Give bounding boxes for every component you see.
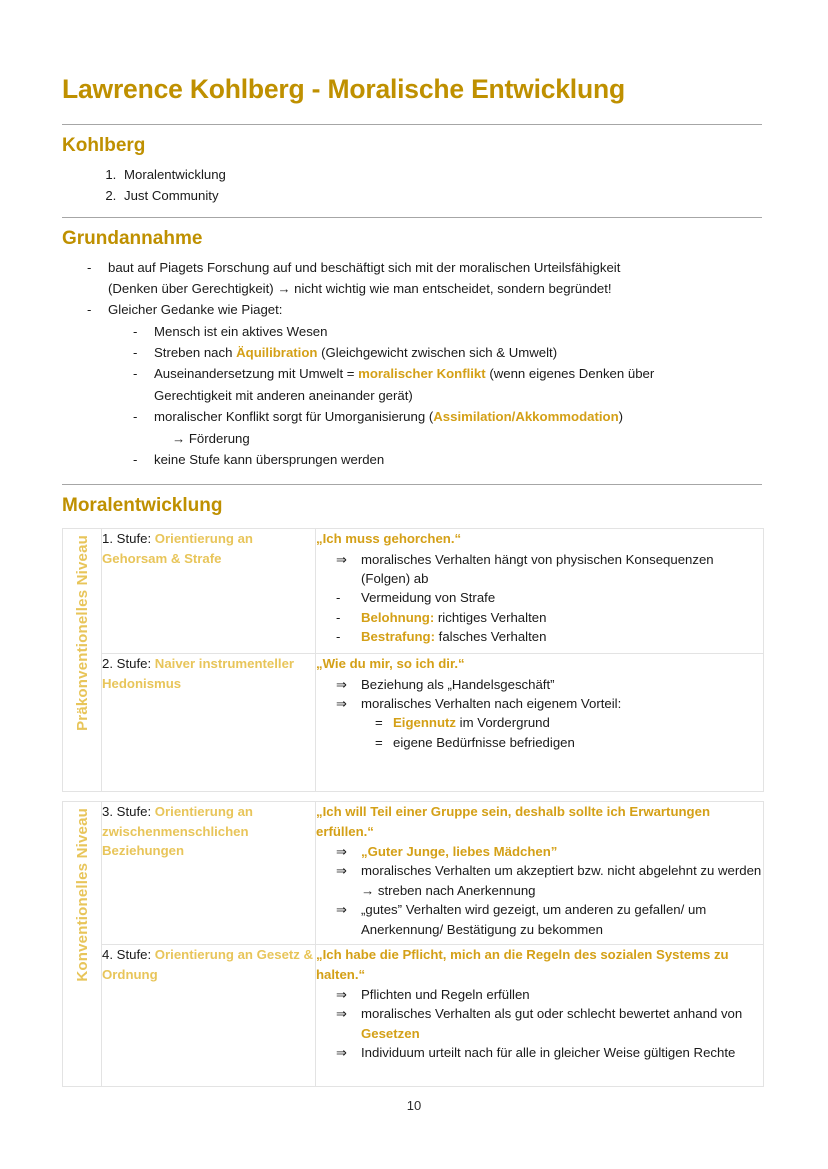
point-marker: ⇒	[336, 863, 348, 879]
niveau-label-cell	[63, 802, 102, 1087]
niveau-label-cell	[63, 529, 102, 792]
point-text: falsches Verhalten	[435, 629, 547, 645]
stage-description-cell	[316, 945, 764, 1087]
stage-name-cell	[102, 654, 316, 792]
list-item	[84, 299, 764, 470]
bullet-text: Gleicher Gedanke wie Piaget:	[108, 302, 283, 318]
stage-description-cell	[316, 654, 764, 792]
list-item	[130, 342, 764, 363]
stage-quote: „Ich habe die Pflicht, mich an die Regeln des sozialen Systems zu halten.“	[316, 947, 729, 982]
divider-grundannahme	[62, 217, 762, 218]
stage-point	[336, 900, 763, 939]
stage-number: 2. Stufe:	[102, 656, 155, 672]
stage-point	[336, 627, 763, 646]
divider-top	[62, 124, 762, 125]
stage-point	[336, 608, 763, 627]
list-item: 1. Moralentwicklung	[120, 164, 764, 185]
point-marker: -	[336, 629, 341, 645]
point-marker: -	[336, 590, 341, 606]
stage-subpoints	[361, 713, 763, 752]
text-post: )	[618, 409, 624, 425]
page-title: Lawrence Kohlberg - Moralische Entwicklung	[62, 74, 625, 104]
stage-name: Orientierung an Gesetz & Ordnung	[102, 947, 314, 982]
highlight-moralischer-konflikt: moralischer Konflikt	[358, 366, 486, 382]
point-text: Individuum urteilt nach für alle in gleicher Weise gültigen Rechte	[361, 1045, 736, 1061]
stage-point	[336, 985, 763, 1004]
list-item: - Mensch ist ein aktives Wesen	[130, 321, 764, 342]
table-row	[63, 802, 764, 945]
point-marker: ⇒	[336, 1006, 348, 1022]
kohlberg-list	[62, 164, 764, 207]
grundannahme-list	[62, 257, 764, 471]
stage-points	[316, 985, 763, 1063]
stage-name-cell	[102, 945, 316, 1087]
point-text: moralisches Verhalten als gut oder schlecht bewertet anhand von	[361, 1006, 743, 1022]
point-marker: ⇒	[336, 843, 348, 859]
stage-name-cell	[102, 529, 316, 654]
stage-points	[316, 842, 763, 939]
text-pre: Auseinandersetzung mit Umwelt =	[154, 366, 359, 382]
text-pre: Streben nach	[154, 345, 237, 361]
stage-point	[336, 550, 763, 589]
stage-quote: „Ich will Teil einer Gruppe sein, deshalb sollte ich Erwartungen erfüllen.“	[316, 804, 711, 839]
stage-description-cell	[316, 802, 764, 945]
point-text: Pflichten und Regeln erfüllen	[361, 986, 530, 1002]
highlight-assimilation-akkommodation: Assimilation/Akkommodation	[433, 409, 619, 425]
stage-points	[316, 675, 763, 753]
table-row	[63, 529, 764, 654]
subpoint-marker: =	[375, 715, 383, 731]
subpoint-text: eigene Bedürfnisse befriedigen	[393, 734, 575, 750]
stage-point	[336, 842, 763, 861]
stage-quote: „Wie du mir, so ich dir.“	[316, 656, 465, 672]
subpoint-text: im Vordergrund	[456, 715, 550, 731]
point-text: richtiges Verhalten	[434, 609, 547, 625]
point-marker: ⇒	[336, 986, 348, 1002]
stage-point	[336, 861, 763, 900]
level-table	[62, 801, 764, 1087]
point-text: moralisches Verhalten nach eigenem Vorteil:	[361, 695, 622, 711]
stage-subpoint	[375, 733, 763, 752]
niveau-label: Konventionelles Niveau	[73, 808, 91, 982]
grundannahme-sublist	[108, 321, 764, 471]
stage-points	[316, 550, 763, 647]
subpoint-highlight: Eigennutz	[393, 715, 457, 731]
point-marker: ⇒	[336, 551, 348, 567]
point-highlight-tail: Gesetzen	[361, 1025, 420, 1041]
stage-name: Orientierung an Gehorsam & Strafe	[102, 531, 253, 566]
point-marker: -	[336, 609, 341, 625]
stage-number: 1. Stufe:	[102, 531, 155, 547]
stage-name-cell	[102, 802, 316, 945]
list-item	[130, 363, 764, 406]
stage-name: Naiver instrumenteller Hedonismus	[102, 656, 295, 691]
stage-point	[336, 1004, 763, 1043]
text-pre: moralischer Konflikt sorgt für Umorganisierung (	[154, 409, 434, 425]
point-highlight: Bestrafung:	[361, 629, 435, 645]
stage-number: 3. Stufe:	[102, 804, 155, 820]
stage-point	[336, 694, 763, 752]
stage-name: Orientierung an zwischenmenschlichen Beziehungen	[102, 804, 253, 858]
list-item: 2. Just Community	[120, 185, 764, 206]
list-item: - keine Stufe kann übersprungen werden	[130, 449, 764, 470]
point-highlight: Belohnung:	[361, 609, 435, 625]
stage-subpoint	[375, 713, 763, 732]
point-text: „gutes” Verhalten wird gezeigt, um anderen zu gefallen/ um Anerkennung/ Bestätigung zu bekommen	[361, 902, 707, 937]
highlight-aequilibration: Äquilibration	[236, 345, 318, 361]
table-row	[63, 654, 764, 792]
niveau-label: Präkonventionelles Niveau	[73, 535, 91, 732]
point-text: moralisches Verhalten um akzeptiert bzw. nicht abgelehnt zu werden → streben nach Anerkennung	[361, 863, 762, 898]
text-post: (wenn eigenes Denken über	[485, 366, 655, 382]
bullet-text-line1: baut auf Piagets Forschung auf und beschäftigt sich mit der moralischen Urteilsfähigkeit	[108, 259, 621, 275]
moralentwicklung-tables	[62, 528, 764, 1087]
stage-point	[336, 1043, 763, 1062]
table-row	[63, 945, 764, 1087]
section-heading-kohlberg: Kohlberg	[62, 135, 146, 157]
point-marker: ⇒	[336, 676, 348, 692]
stage-point	[336, 588, 763, 607]
point-text: moralisches Verhalten hängt von physischen Konsequenzen (Folgen) ab	[361, 551, 714, 586]
point-marker: ⇒	[336, 1045, 348, 1061]
text-post: (Gleichgewicht zwischen sich & Umwelt)	[317, 345, 558, 361]
point-highlight: „Guter Junge, liebes Mädchen”	[361, 843, 558, 859]
stage-description-cell	[316, 529, 764, 654]
text-line2: Gerechtigkeit mit anderen aneinander gerät)	[154, 387, 413, 403]
list-item	[130, 406, 764, 449]
level-table	[62, 528, 764, 792]
stage-number: 4. Stufe:	[102, 947, 155, 963]
page-number: 10	[406, 1098, 422, 1113]
point-marker: ⇒	[336, 695, 348, 711]
point-text: Beziehung als „Handelsgeschäft”	[361, 676, 555, 692]
bullet-text-line2: (Denken über Gerechtigkeit) → nicht wichtig wie man entscheidet, sondern begründet!	[108, 280, 612, 296]
point-marker: ⇒	[336, 902, 348, 918]
stage-point	[336, 675, 763, 694]
list-item	[84, 257, 764, 300]
section-heading-moralentwicklung: Moralentwicklung	[62, 495, 223, 517]
subpoint-marker: =	[375, 734, 383, 750]
stage-quote: „Ich muss gehorchen.“	[316, 531, 462, 547]
section-heading-grundannahme: Grundannahme	[62, 227, 203, 249]
point-text: Vermeidung von Strafe	[361, 590, 496, 606]
text-line2: → Förderung	[172, 430, 250, 446]
divider-moralentwicklung	[62, 484, 762, 485]
